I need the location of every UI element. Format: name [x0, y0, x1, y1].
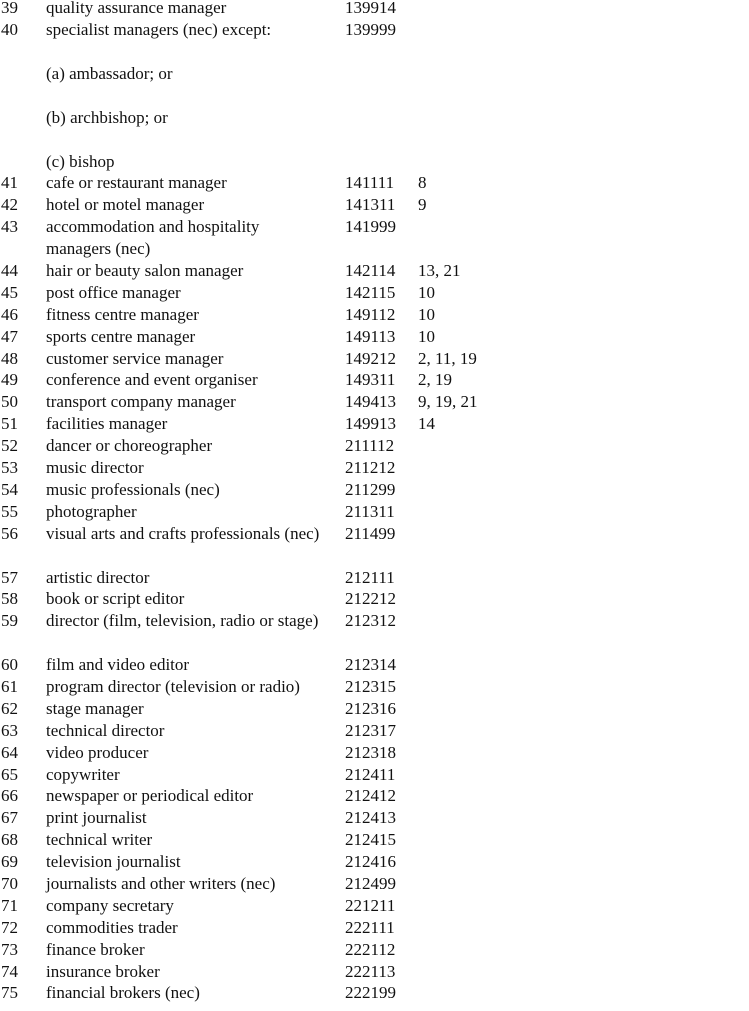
table-row [0, 567, 749, 589]
item-number: 50 [1, 392, 18, 412]
item-number: 61 [1, 676, 18, 696]
item-number: 67 [1, 808, 18, 828]
occupation: music professionals (nec) [46, 479, 220, 499]
table-row [0, 348, 749, 370]
anzsco-code: 212412 [345, 786, 396, 806]
anzsco-code: 142114 [345, 261, 396, 281]
table-row [0, 982, 749, 1004]
exception-item: (a) ambassador; or [46, 63, 173, 83]
occupation: technical director [46, 720, 165, 740]
table-row [0, 501, 749, 523]
item-number: 48 [1, 348, 18, 368]
occupation: technical writer [46, 830, 153, 850]
anzsco-code: 212316 [345, 698, 396, 718]
conditions: 2, 19 [418, 370, 452, 390]
table-row [0, 588, 749, 610]
anzsco-code: 149913 [345, 414, 396, 434]
occupation: book or script editor [46, 589, 185, 609]
conditions: 9, 19, 21 [418, 392, 478, 412]
occupation: quality assurance manager [46, 0, 227, 17]
table-row [0, 457, 749, 479]
anzsco-code: 139999 [345, 19, 396, 39]
anzsco-code: 142115 [345, 282, 396, 302]
occupation: photographer [46, 501, 137, 521]
table-row [0, 369, 749, 391]
item-number: 40 [1, 19, 18, 39]
table-row [0, 304, 749, 326]
anzsco-code: 149413 [345, 392, 396, 412]
anzsco-code: 212317 [345, 720, 396, 740]
table-row [0, 720, 749, 742]
occupation: insurance broker [46, 961, 160, 981]
occupation: finance broker [46, 939, 145, 959]
table-row [0, 0, 749, 19]
occupation: stage manager [46, 698, 144, 718]
anzsco-code: 222112 [345, 939, 396, 959]
conditions: 14 [418, 414, 435, 434]
occupation: newspaper or periodical editor [46, 786, 254, 806]
table-row [0, 742, 749, 764]
item-number: 63 [1, 720, 18, 740]
item-number: 59 [1, 611, 18, 631]
conditions: 10 [418, 304, 435, 324]
occupation: television journalist [46, 852, 181, 872]
table-row [0, 917, 749, 939]
occupation: print journalist [46, 808, 147, 828]
table-row [0, 654, 749, 676]
anzsco-code: 212314 [345, 655, 396, 675]
anzsco-code: 212413 [345, 808, 396, 828]
occupation: sports centre manager [46, 326, 196, 346]
occupation: post office manager [46, 282, 181, 302]
item-number: 55 [1, 501, 18, 521]
item-number: 75 [1, 983, 18, 1003]
anzsco-code: 212415 [345, 830, 396, 850]
occupation: artistic director [46, 567, 150, 587]
item-number: 53 [1, 458, 18, 478]
anzsco-code: 212111 [345, 567, 395, 587]
item-number: 66 [1, 786, 18, 806]
table-row [0, 785, 749, 807]
anzsco-code: 222111 [345, 917, 395, 937]
occupation: director (film, television, radio or stage) [46, 611, 319, 631]
table-row [0, 873, 749, 895]
table-row [0, 961, 749, 983]
table-row [0, 435, 749, 457]
item-number: 49 [1, 370, 18, 390]
anzsco-code: 141311 [345, 195, 396, 215]
anzsco-code: 149311 [345, 370, 396, 390]
item-number: 43 [1, 217, 18, 237]
table-row [0, 676, 749, 698]
occupation: video producer [46, 742, 149, 762]
table-row [0, 698, 749, 720]
table-row [0, 260, 749, 282]
table-row [0, 764, 749, 786]
occupation: film and video editor [46, 655, 190, 675]
occupation: visual arts and crafts professionals (nec) [46, 523, 320, 543]
item-number: 52 [1, 436, 18, 456]
conditions: 13, 21 [418, 261, 461, 281]
occupation: program director (television or radio) [46, 676, 300, 696]
table-row [0, 216, 749, 260]
anzsco-code: 211499 [345, 523, 396, 543]
occupation: hair or beauty salon manager [46, 261, 244, 281]
occupation: customer service manager [46, 348, 224, 368]
occupation: specialist managers (nec) except: [46, 19, 272, 39]
item-number: 71 [1, 895, 18, 915]
occupation: hotel or motel manager [46, 195, 205, 215]
occupation: commodities trader [46, 917, 178, 937]
conditions: 8 [418, 173, 427, 193]
anzsco-code: 212499 [345, 874, 396, 893]
table-row [0, 610, 749, 654]
item-number: 69 [1, 852, 18, 872]
item-number: 58 [1, 589, 18, 609]
anzsco-code: 211112 [345, 436, 395, 456]
anzsco-code: 149112 [345, 304, 396, 324]
anzsco-code: 212315 [345, 676, 396, 696]
occupation: company secretary [46, 895, 174, 915]
table-row [0, 391, 749, 413]
anzsco-code: 221211 [345, 895, 396, 915]
item-number: 39 [1, 0, 18, 17]
anzsco-code: 212416 [345, 852, 396, 872]
table-row [0, 829, 749, 851]
conditions: 10 [418, 326, 435, 346]
item-number: 74 [1, 961, 18, 981]
item-number: 65 [1, 764, 18, 784]
anzsco-code: 149113 [345, 326, 396, 346]
conditions: 10 [418, 282, 435, 302]
table-row [0, 479, 749, 501]
exception-item: (b) archbishop; or [46, 107, 168, 127]
table-row [0, 194, 749, 216]
item-number: 41 [1, 173, 18, 193]
occupation: fitness centre manager [46, 304, 199, 324]
table-row [0, 172, 749, 194]
item-number: 46 [1, 304, 18, 324]
item-number: 64 [1, 742, 18, 762]
item-number: 51 [1, 414, 18, 434]
item-number: 57 [1, 567, 18, 587]
occupation: conference and event organiser [46, 370, 258, 390]
table-row [0, 19, 749, 41]
anzsco-code: 149212 [345, 348, 396, 368]
item-number: 60 [1, 655, 18, 675]
item-number: 44 [1, 261, 18, 281]
occupation: music director [46, 458, 144, 478]
table-row [0, 807, 749, 829]
anzsco-code: 212411 [345, 764, 396, 784]
anzsco-code: 211299 [345, 479, 396, 499]
anzsco-code: 141111 [345, 173, 395, 193]
occupation: transport company manager [46, 392, 236, 412]
table-row [0, 895, 749, 917]
occupation: accommodation and hospitality managers (nec) [46, 217, 260, 259]
item-number: 47 [1, 326, 18, 346]
anzsco-code: 212212 [345, 589, 396, 609]
anzsco-code: 139914 [345, 0, 396, 17]
occupation: journalists and other writers (nec) [46, 874, 276, 893]
item-number: 56 [1, 523, 18, 543]
anzsco-code: 211311 [345, 501, 395, 521]
occupation: cafe or restaurant manager [46, 173, 227, 193]
occupation: facilities manager [46, 414, 168, 434]
exception-item: (c) bishop [46, 151, 115, 171]
table-row [0, 851, 749, 873]
item-number: 73 [1, 939, 18, 959]
anzsco-code: 141999 [345, 217, 396, 237]
occupation: financial brokers (nec) [46, 983, 200, 1003]
conditions: 9 [418, 195, 427, 215]
item-number: 54 [1, 479, 18, 499]
occupation: dancer or choreographer [46, 436, 213, 456]
anzsco-code: 212312 [345, 611, 396, 631]
table-row [0, 523, 749, 567]
anzsco-code: 222113 [345, 961, 396, 981]
occupation: copywriter [46, 764, 120, 784]
table-row [0, 326, 749, 348]
item-number: 68 [1, 830, 18, 850]
item-number: 72 [1, 917, 18, 937]
anzsco-code: 212318 [345, 742, 396, 762]
anzsco-code: 222199 [345, 983, 396, 1003]
table-row [0, 939, 749, 961]
item-number: 42 [1, 195, 18, 215]
item-number: 70 [1, 874, 18, 893]
anzsco-code: 211212 [345, 458, 396, 478]
table-row [0, 282, 749, 304]
item-number: 45 [1, 282, 18, 302]
item-number: 62 [1, 698, 18, 718]
table-row [0, 413, 749, 435]
conditions: 2, 11, 19 [418, 348, 477, 368]
